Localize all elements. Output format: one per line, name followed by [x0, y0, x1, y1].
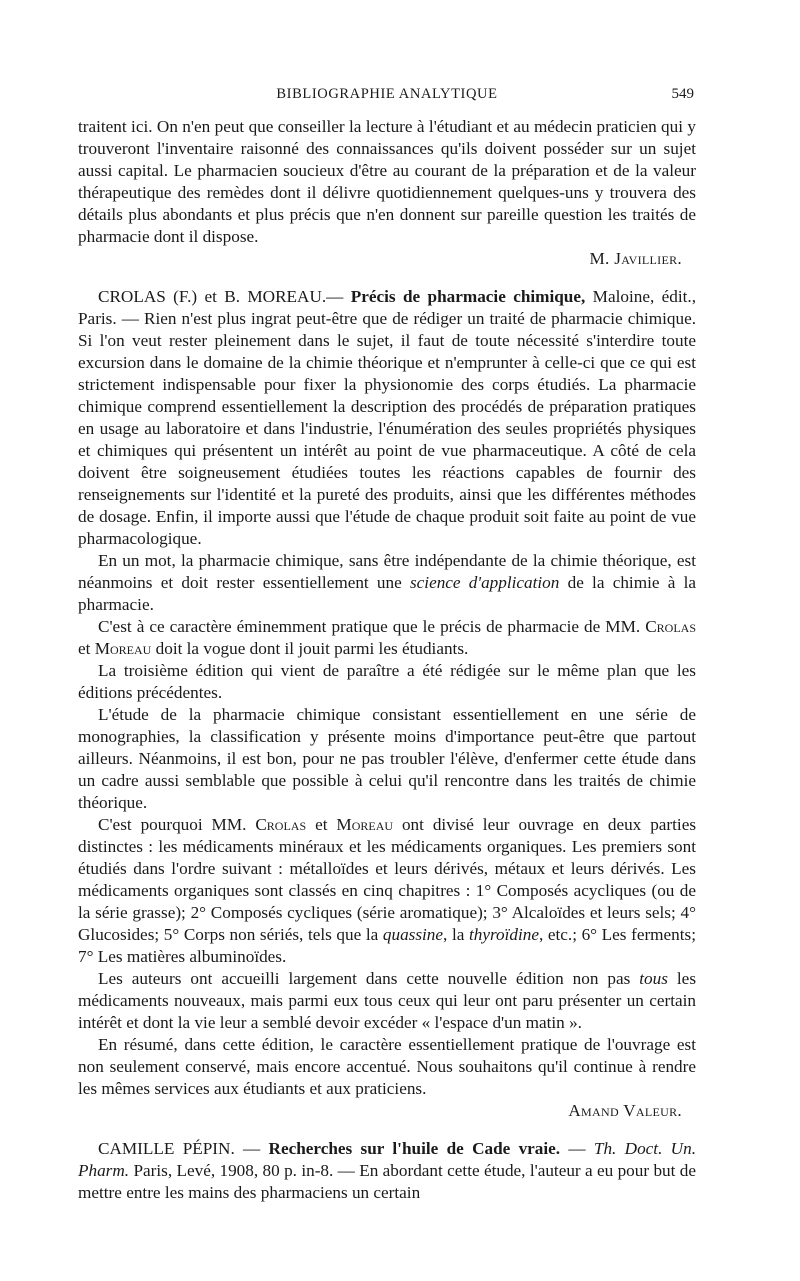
page-number: 549	[671, 86, 694, 102]
page-header	[78, 86, 696, 108]
author-name: Crolas	[645, 617, 696, 636]
paragraph-text: de la chimie à la pharmacie.	[78, 573, 696, 614]
separator: —	[560, 1139, 594, 1158]
review-authors: CAMILLE PÉPIN. —	[98, 1139, 269, 1158]
italic-term: thyroïdine	[468, 925, 539, 944]
reviewer-signature	[78, 248, 696, 270]
review-title: Précis de pharmacie chimique,	[350, 287, 586, 306]
thesis-type: Th. Doct. Un. Pharm.	[78, 1139, 696, 1180]
paragraph-text: et	[78, 639, 95, 658]
review-title: Recherches sur l'huile de Cade vraie.	[268, 1139, 561, 1158]
author-name: Moreau	[94, 639, 152, 658]
review-entry-heading	[78, 286, 696, 550]
review-paragraph	[78, 616, 696, 660]
review-paragraph-text: Paris, Levé, 1908, 80 p. in-8. — En abordant cette étude, l'auteur a eu pour but de mettre entre les mains des pharmaciens un certain	[78, 1161, 696, 1202]
reviewer-signature	[78, 1100, 696, 1122]
paragraph-text: doit la vogue dont il jouit parmi les étudiants.	[151, 639, 469, 658]
paragraph-text: C'est pourquoi MM.	[98, 815, 256, 834]
paragraph-text: , etc.; 6° Les ferments; 7° Les matières albuminoïdes.	[78, 925, 697, 966]
signature-text: Amand Valeur.	[568, 1101, 682, 1120]
review-paragraph: L'étude de la pharmacie chimique consistant essentiellement en une série de monographies, la classification y présente moins d'importance peut-être que partout ailleurs. Néanmoins, il est bon, pour ne pas troubler l'élève, d'enfermer cette étude dans un cadre aussi semblable que possible à celui qu'il rencontre dans les traités de chimie théorique.	[78, 705, 696, 812]
italic-word: tous	[639, 969, 668, 988]
paragraph-text: Les auteurs ont accueilli largement dans cette nouvelle édition non pas	[98, 969, 640, 988]
paragraph-text: et	[306, 815, 337, 834]
italic-phrase: science d'application	[409, 573, 560, 592]
signature-text: M. Javillier.	[589, 249, 682, 268]
paragraph-text: ont divisé leur ouvrage en deux parties distinctes : les médicaments minéraux et les médicaments organiques. Les premiers sont étudiés dans l'ordre suivant : métalloïdes et leurs dérivés, métaux et leurs dérivés. Les médicaments organiques sont classés en cinq chapitres : 1° Composés acycliques (ou de la série grasse); 2° Composés cycliques (série aromatique); 3° Alcaloïdes et leurs sels; 4° Glucosides; 5° Corps non sériés, tels que la	[78, 815, 697, 944]
paragraph-text: C'est à ce caractère éminemment pratique que le précis de pharmacie de MM.	[98, 617, 646, 636]
review-paragraph: La troisième édition qui vient de paraître a été rédigée sur le même plan que les éditions précédentes.	[78, 661, 696, 702]
author-name: Crolas	[255, 815, 307, 834]
paragraph-text: En un mot, la pharmacie chimique, sans être indépendante de la chimie théorique, est néanmoins et doit rester essentiellement une	[78, 551, 696, 592]
italic-term: quassine	[382, 925, 444, 944]
review-paragraph: En résumé, dans cette édition, le caractère essentiellement pratique de l'ouvrage est non seulement conservé, mais encore accentué. Nous souhaitons qu'il continue à rendre les mêmes services aux étudiants et aux praticiens.	[78, 1035, 696, 1098]
continued-paragraph: traitent ici. On n'en peut que conseiller la lecture à l'étudiant et au médecin praticien qui y trouveront l'inventaire raisonné des connaissances qu'ils doivent posséder sur un sujet aussi capital. Le pharmacien soucieux d'être au courant de la préparation et de la valeur thérapeutique des remèdes dont il délivre quotidiennement quelques-uns y trouvera des détails plus abondants et plus précis que n'en donnent sur pareille question les traités de pharmacie dont il dispose.	[78, 117, 696, 246]
paragraph-text: , la	[443, 925, 469, 944]
review-entry-heading	[78, 1138, 696, 1204]
review-imprint: Maloine, édit., Paris. —	[78, 287, 696, 328]
page-body	[78, 116, 696, 1204]
review-paragraph	[78, 968, 696, 1034]
review-paragraph	[78, 550, 696, 616]
paragraph-text: les médicaments nouveaux, mais parmi eux tous ceux qui leur ont paru présenter un certain intérêt et dont la vie leur a semblé devoir excéder « l'espace d'un matin ».	[78, 969, 697, 1032]
review-paragraph	[78, 814, 696, 968]
running-title: BIBLIOGRAPHIE ANALYTIQUE	[276, 86, 498, 102]
author-name: Moreau	[336, 815, 394, 834]
review-authors: CROLAS (F.) et B. MOREAU.—	[98, 287, 351, 306]
review-paragraph-text: Rien n'est plus ingrat peut-être que de rédiger un traité de pharmacie chimique. Si l'on veut rester pleinement dans le sujet, il faut de toute nécessité s'interdire toute excursion dans le domaine de la chimie théorique et n'emprunter à celle-ci que ce qui est strictement indispensable pour fixer la physionomie des corps étudiés. La pharmacie chimique comprend essentiellement la description des procédés de préparation pratiques en usage au laboratoire et dans l'industrie, l'énumération des seules propriétés physiques et chimiques qui présentent un intérêt au point de vue pharmaceutique. A côté de cela doivent être soigneusement étudiées toutes les réactions capables de fournir des renseignements sur l'identité et la pureté des produits, ainsi que les différentes méthodes de dosage. Enfin, il importe aussi que l'étude de chaque produit soit faite au point de vue pharmacologique.	[78, 309, 696, 548]
